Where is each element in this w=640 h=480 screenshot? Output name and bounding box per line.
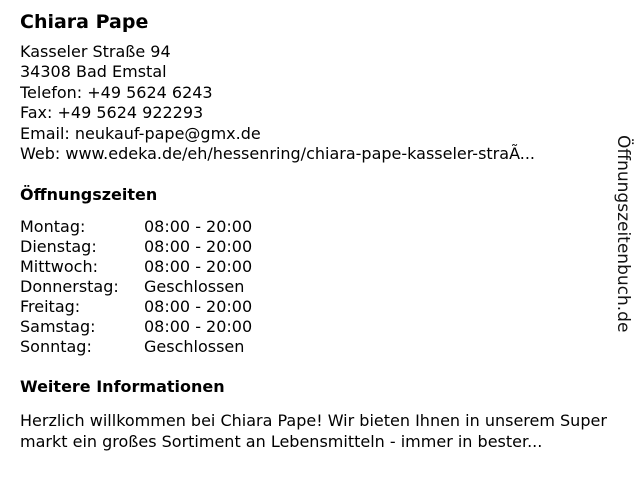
site-watermark: [610, 135, 634, 335]
time-value: Geschlossen: [144, 337, 245, 357]
store-card: [20, 10, 620, 452]
opening-hours-heading: Öffnungszeiten: [20, 185, 158, 205]
time-value: 08:00 - 20:00: [144, 237, 253, 257]
phone-line: Telefon: +49 5624 6243: [20, 82, 213, 102]
opening-hours-table: [20, 217, 620, 357]
day-label: Dienstag:: [20, 237, 97, 257]
fax-line: Fax: +49 5624 922293: [20, 103, 204, 123]
time-value: 08:00 - 20:00: [144, 217, 253, 237]
time-value: 08:00 - 20:00: [144, 257, 253, 277]
hours-row-wednesday: [20, 257, 620, 277]
more-info-text: Herzlich willkommen bei Chiara Pape! Wir bieten Ihnen in unserem Supermarkt ein großes Sortiment an Lebensmitteln - immer in bester...: [20, 411, 607, 452]
day-label: Montag:: [20, 217, 86, 237]
time-value: Geschlossen: [144, 277, 245, 297]
hours-row-thursday: [20, 277, 620, 297]
day-label: Freitag:: [20, 297, 81, 317]
web-line: Web: www.edeka.de/eh/hessenring/chiara-pape-kasseler-straÃ...: [20, 144, 535, 164]
more-info-heading: Weitere Informationen: [20, 377, 225, 397]
address-block: [20, 42, 620, 164]
hours-row-sunday: [20, 337, 620, 357]
store-name: Chiara Pape: [20, 11, 149, 33]
street-line: Kasseler Straße 94: [20, 42, 171, 61]
hours-row-tuesday: [20, 237, 620, 257]
hours-row-friday: [20, 297, 620, 317]
day-label: Mittwoch:: [20, 257, 98, 277]
time-value: 08:00 - 20:00: [144, 317, 253, 337]
hours-row-saturday: [20, 317, 620, 337]
hours-row-monday: [20, 217, 620, 237]
email-line: Email: neukauf-pape@gmx.de: [20, 123, 261, 143]
site-name: Öffnungszeitenbuch.de: [613, 135, 633, 333]
time-value: 08:00 - 20:00: [144, 297, 253, 317]
day-label: Samstag:: [20, 317, 96, 337]
city-line: 34308 Bad Emstal: [20, 62, 167, 82]
day-label: Sonntag:: [20, 337, 92, 357]
day-label: Donnerstag:: [20, 277, 119, 297]
